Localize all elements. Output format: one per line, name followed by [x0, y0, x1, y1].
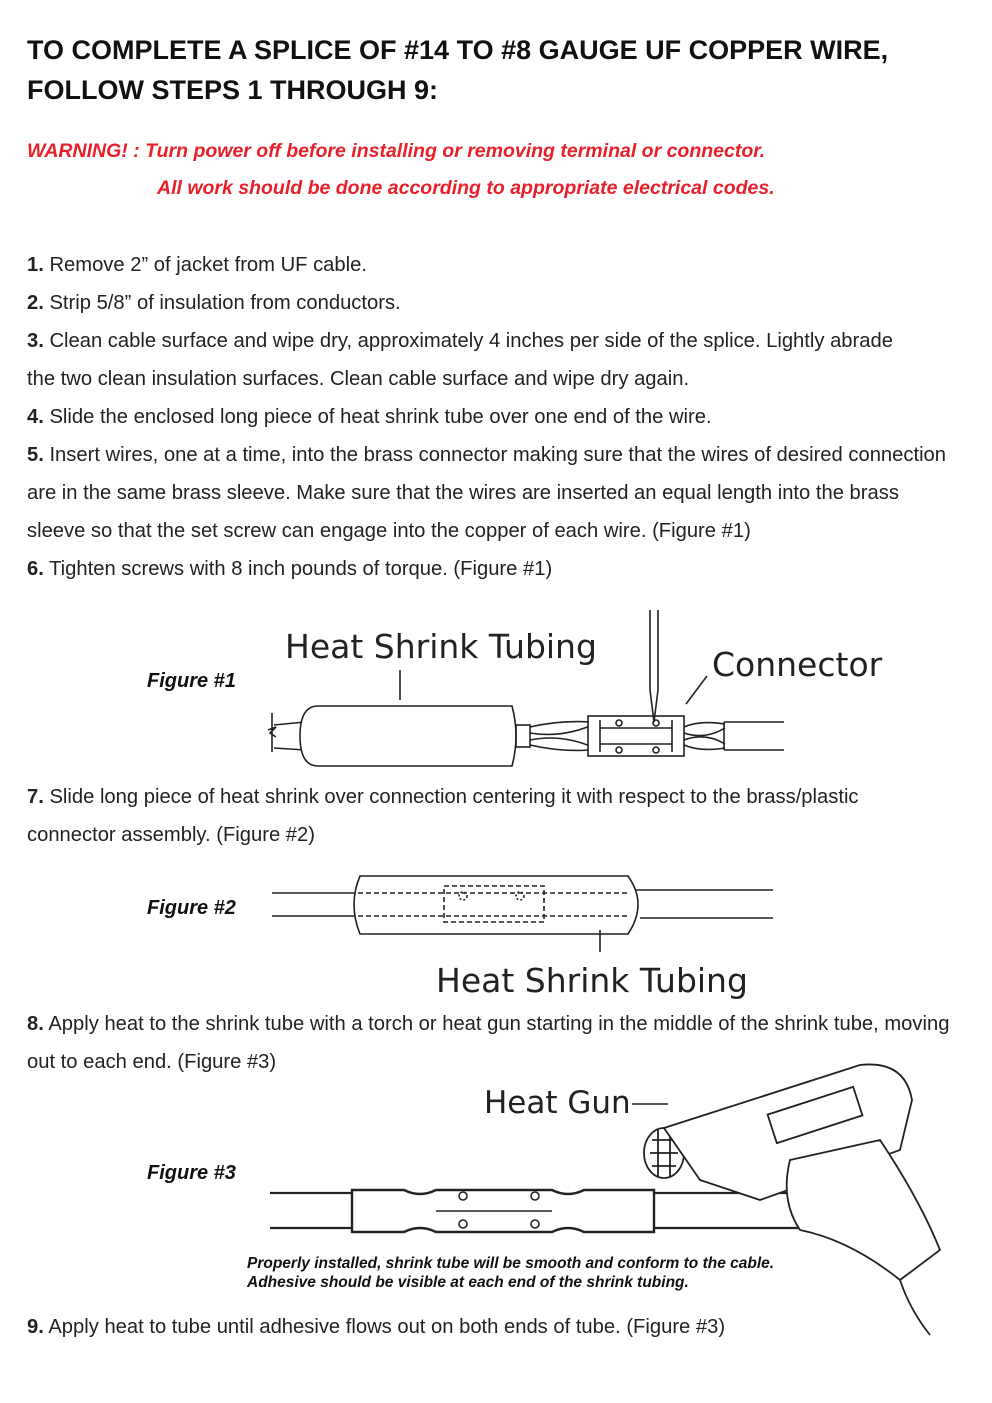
screwdriver-icon	[650, 610, 658, 722]
figure-3-label: Figure #3	[147, 1162, 236, 1184]
step-1: 1. Remove 2” of jacket from UF cable.	[27, 254, 367, 276]
figure-3-heat-diagram	[270, 1064, 940, 1335]
step-7: 7. Slide long piece of heat shrink over connection centering it with respect to the brass/plastic connector assembly. (Figure #2)	[27, 786, 859, 846]
step-6: 6. Tighten screws with 8 inch pounds of torque. (Figure #1)	[27, 558, 553, 580]
warning-line-2: All work should be done according to appropriate electrical codes.	[157, 177, 775, 199]
figure-1-label: Figure #1	[147, 670, 236, 692]
figure-2-splice-diagram	[272, 876, 773, 1000]
step-4: 4. Slide the enclosed long piece of heat shrink tube over one end of the wire.	[27, 406, 712, 428]
figure-1-splice-diagram	[268, 610, 883, 766]
figure-3-caption: Properly installed, shrink tube will be smooth and conform to the cable. Adhesive should be visible at each end of the shrink tubing.	[247, 1255, 775, 1291]
step-3: 3. Clean cable surface and wipe dry, approximately 4 inches per side of the splice. Lightly abrade the two clean insulation surfaces. Clean cable surface and wipe dry again.	[27, 330, 893, 390]
callout-heat-gun: Heat Gun	[484, 1085, 631, 1121]
warning-line-1: WARNING! : Turn power off before installing or removing terminal or connector.	[27, 140, 766, 162]
step-2: 2. Strip 5/8” of insulation from conductors.	[27, 292, 401, 314]
step-5: 5. Insert wires, one at a time, into the brass connector making sure that the wires of desired connection are in the same brass sleeve. Make sure that the wires are inserted an equal length into the brass sleeve so that the set screw can engage into the copper of each wire. (Figure #1)	[27, 444, 947, 542]
callout-heat-shrink-tubing: Heat Shrink Tubing	[285, 627, 597, 666]
title-line-2: FOLLOW STEPS 1 THROUGH 9:	[27, 75, 439, 105]
title-line-1: TO COMPLETE A SPLICE OF #14 TO #8 GAUGE UF COPPER WIRE,	[27, 35, 889, 65]
figure-2-label: Figure #2	[147, 897, 236, 919]
callout-heat-shrink-tubing: Heat Shrink Tubing	[436, 961, 748, 1000]
page-title	[27, 30, 977, 110]
step-8: 8. Apply heat to the shrink tube with a torch or heat gun starting in the middle of the shrink tube, moving out to each end. (Figure #3)	[27, 1013, 950, 1073]
heat-gun-icon	[644, 1064, 940, 1335]
step-9: 9. Apply heat to tube until adhesive flows out on both ends of tube. (Figure #3)	[27, 1316, 726, 1338]
callout-connector: Connector	[712, 645, 883, 684]
